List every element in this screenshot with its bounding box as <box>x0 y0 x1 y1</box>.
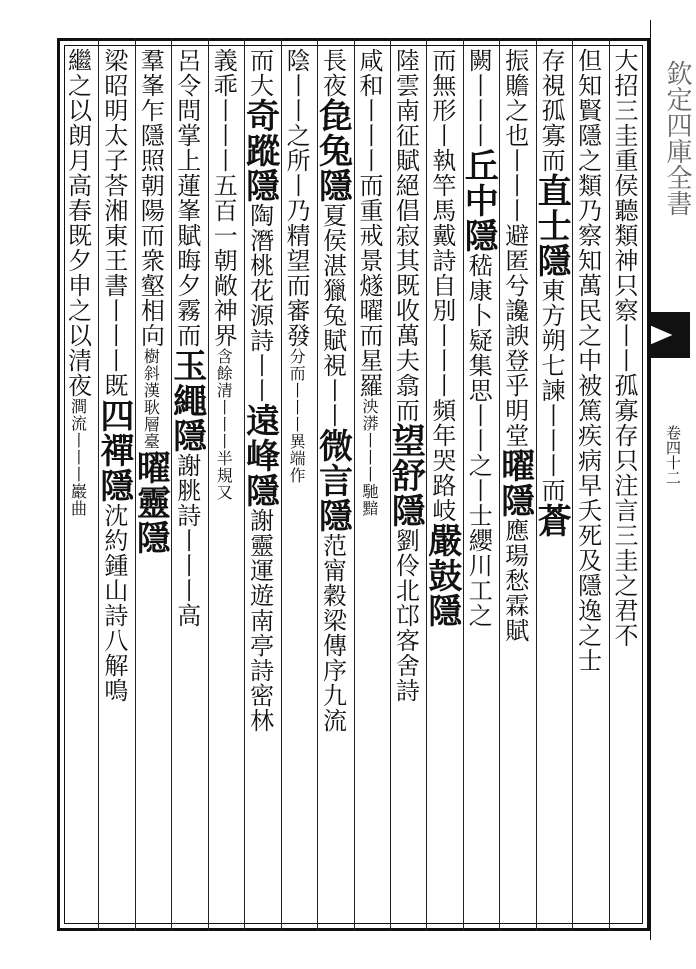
annotation-text: 樹斜漢耿層臺 <box>141 348 161 450</box>
text-column <box>385 48 426 918</box>
body-text: 但知賢隱之類乃察知萬民之中被篤疾病早夭死及隱逸之士 <box>573 48 602 673</box>
body-text: 執竿馬戴詩自別丨丨丨頻年哭路岐 <box>427 148 456 523</box>
text-column <box>166 48 207 918</box>
body-text: 嵇康卜疑集思丨丨之丨士纓川工之 <box>464 253 493 628</box>
text-column <box>494 48 535 918</box>
body-text: 范甯穀梁傳序九流 <box>318 533 347 733</box>
body-text: 東方朔七諫丨丨丨而 <box>537 278 566 503</box>
text-column <box>93 48 134 918</box>
body-text: 長夜 <box>318 48 347 98</box>
annotation-text: 含餘清丨丨丨半規又 <box>214 348 234 501</box>
body-text: 謝靈運遊南亭詩密林 <box>245 508 274 733</box>
text-column <box>458 48 499 918</box>
heading-term: 㲋兔隱 <box>312 98 353 203</box>
heading-term: 直士隱 <box>531 173 572 278</box>
text-column <box>283 48 315 918</box>
text-column <box>312 48 353 918</box>
body-text: 之所丨乃精望而審發 <box>282 123 311 348</box>
body-text: 而大 <box>245 48 274 98</box>
body-text: 繼之以朗月高春既夕申之以清夜 <box>63 48 92 398</box>
heading-term: 曜靈隱 <box>130 450 171 555</box>
text-column <box>210 48 242 918</box>
annotation-text: 泱漭丨丨丨馳黯 <box>359 398 379 517</box>
body-text: 義乖丨丨丨五百一朝敞神界 <box>209 48 238 348</box>
body-text: 陸雲南征賦絕倡寂其既收萬夫翕而 <box>391 48 420 423</box>
fish-tail-mark <box>651 312 690 358</box>
body-text: 丨丨丨 <box>500 148 529 223</box>
text-column <box>64 48 96 918</box>
body-text: 而無形 <box>427 48 456 123</box>
body-text: 呂令問掌上蓮峯賦晦夕霧而 <box>172 48 201 348</box>
heading-term: 蒼 <box>531 503 572 538</box>
heading-term: 遠峰隱 <box>239 403 280 508</box>
heading-term: 四禪隱 <box>93 398 134 503</box>
body-text: 梁昭明太子荅湘東王書丨丨丨既 <box>99 48 128 398</box>
heading-term: 玉繩隱 <box>166 348 207 453</box>
body-text: 丨 <box>427 123 456 148</box>
text-column <box>421 48 462 918</box>
body-text: 大招三圭重侯聽類神只察丨丨孤寡存只注言三圭之君不 <box>610 48 638 648</box>
body-text: 丨丨 <box>282 73 311 123</box>
heading-term: 丘中隱 <box>458 148 499 253</box>
body-text: 咸和丨丨丨而重戒景燧曜而星羅 <box>354 48 383 398</box>
heading-term: 望舒隱 <box>385 423 426 528</box>
body-text: 陰 <box>282 48 311 73</box>
center-column-banxin <box>650 20 690 940</box>
body-text: 存視孤寡而 <box>537 48 566 173</box>
body-text: 夏侯湛獵兔賦視丨丨 <box>318 203 347 428</box>
body-text: 闕丨丨丨 <box>464 48 493 148</box>
annotation-text: 分而丨丨丨異端作 <box>287 348 307 484</box>
heading-term: 微言隱 <box>312 428 353 533</box>
heading-term: 嚴鼓隱 <box>421 523 462 628</box>
body-text: 振贍之也 <box>500 48 529 148</box>
text-column <box>239 48 280 918</box>
heading-term: 奇蹤隱 <box>239 98 280 203</box>
text-column <box>356 48 388 918</box>
book-title: 欽定四庫全書 <box>662 60 692 216</box>
text-column <box>130 48 171 918</box>
heading-term: 曜隱 <box>494 448 535 518</box>
body-text: 羣峯乍隱照朝陽而衆壑相向 <box>136 48 165 348</box>
annotation-text: 澗流丨丨丨巖曲 <box>68 398 88 517</box>
body-text: 沈約鍾山詩八解鳴 <box>99 503 128 703</box>
text-column <box>611 48 643 918</box>
body-text: 避匿兮讒諛登乎明堂 <box>500 223 529 448</box>
volume-number: 卷四十二 <box>664 425 682 485</box>
text-column <box>531 48 572 918</box>
body-text: 應瑒愁霖賦 <box>500 518 529 643</box>
body-text: 陶潛桃花源詩丨丨 <box>245 203 274 403</box>
body-text: 劉伶北邙客舍詩 <box>391 528 420 703</box>
text-column <box>574 48 606 918</box>
body-text: 謝脁詩丨丨丨高 <box>172 453 201 628</box>
